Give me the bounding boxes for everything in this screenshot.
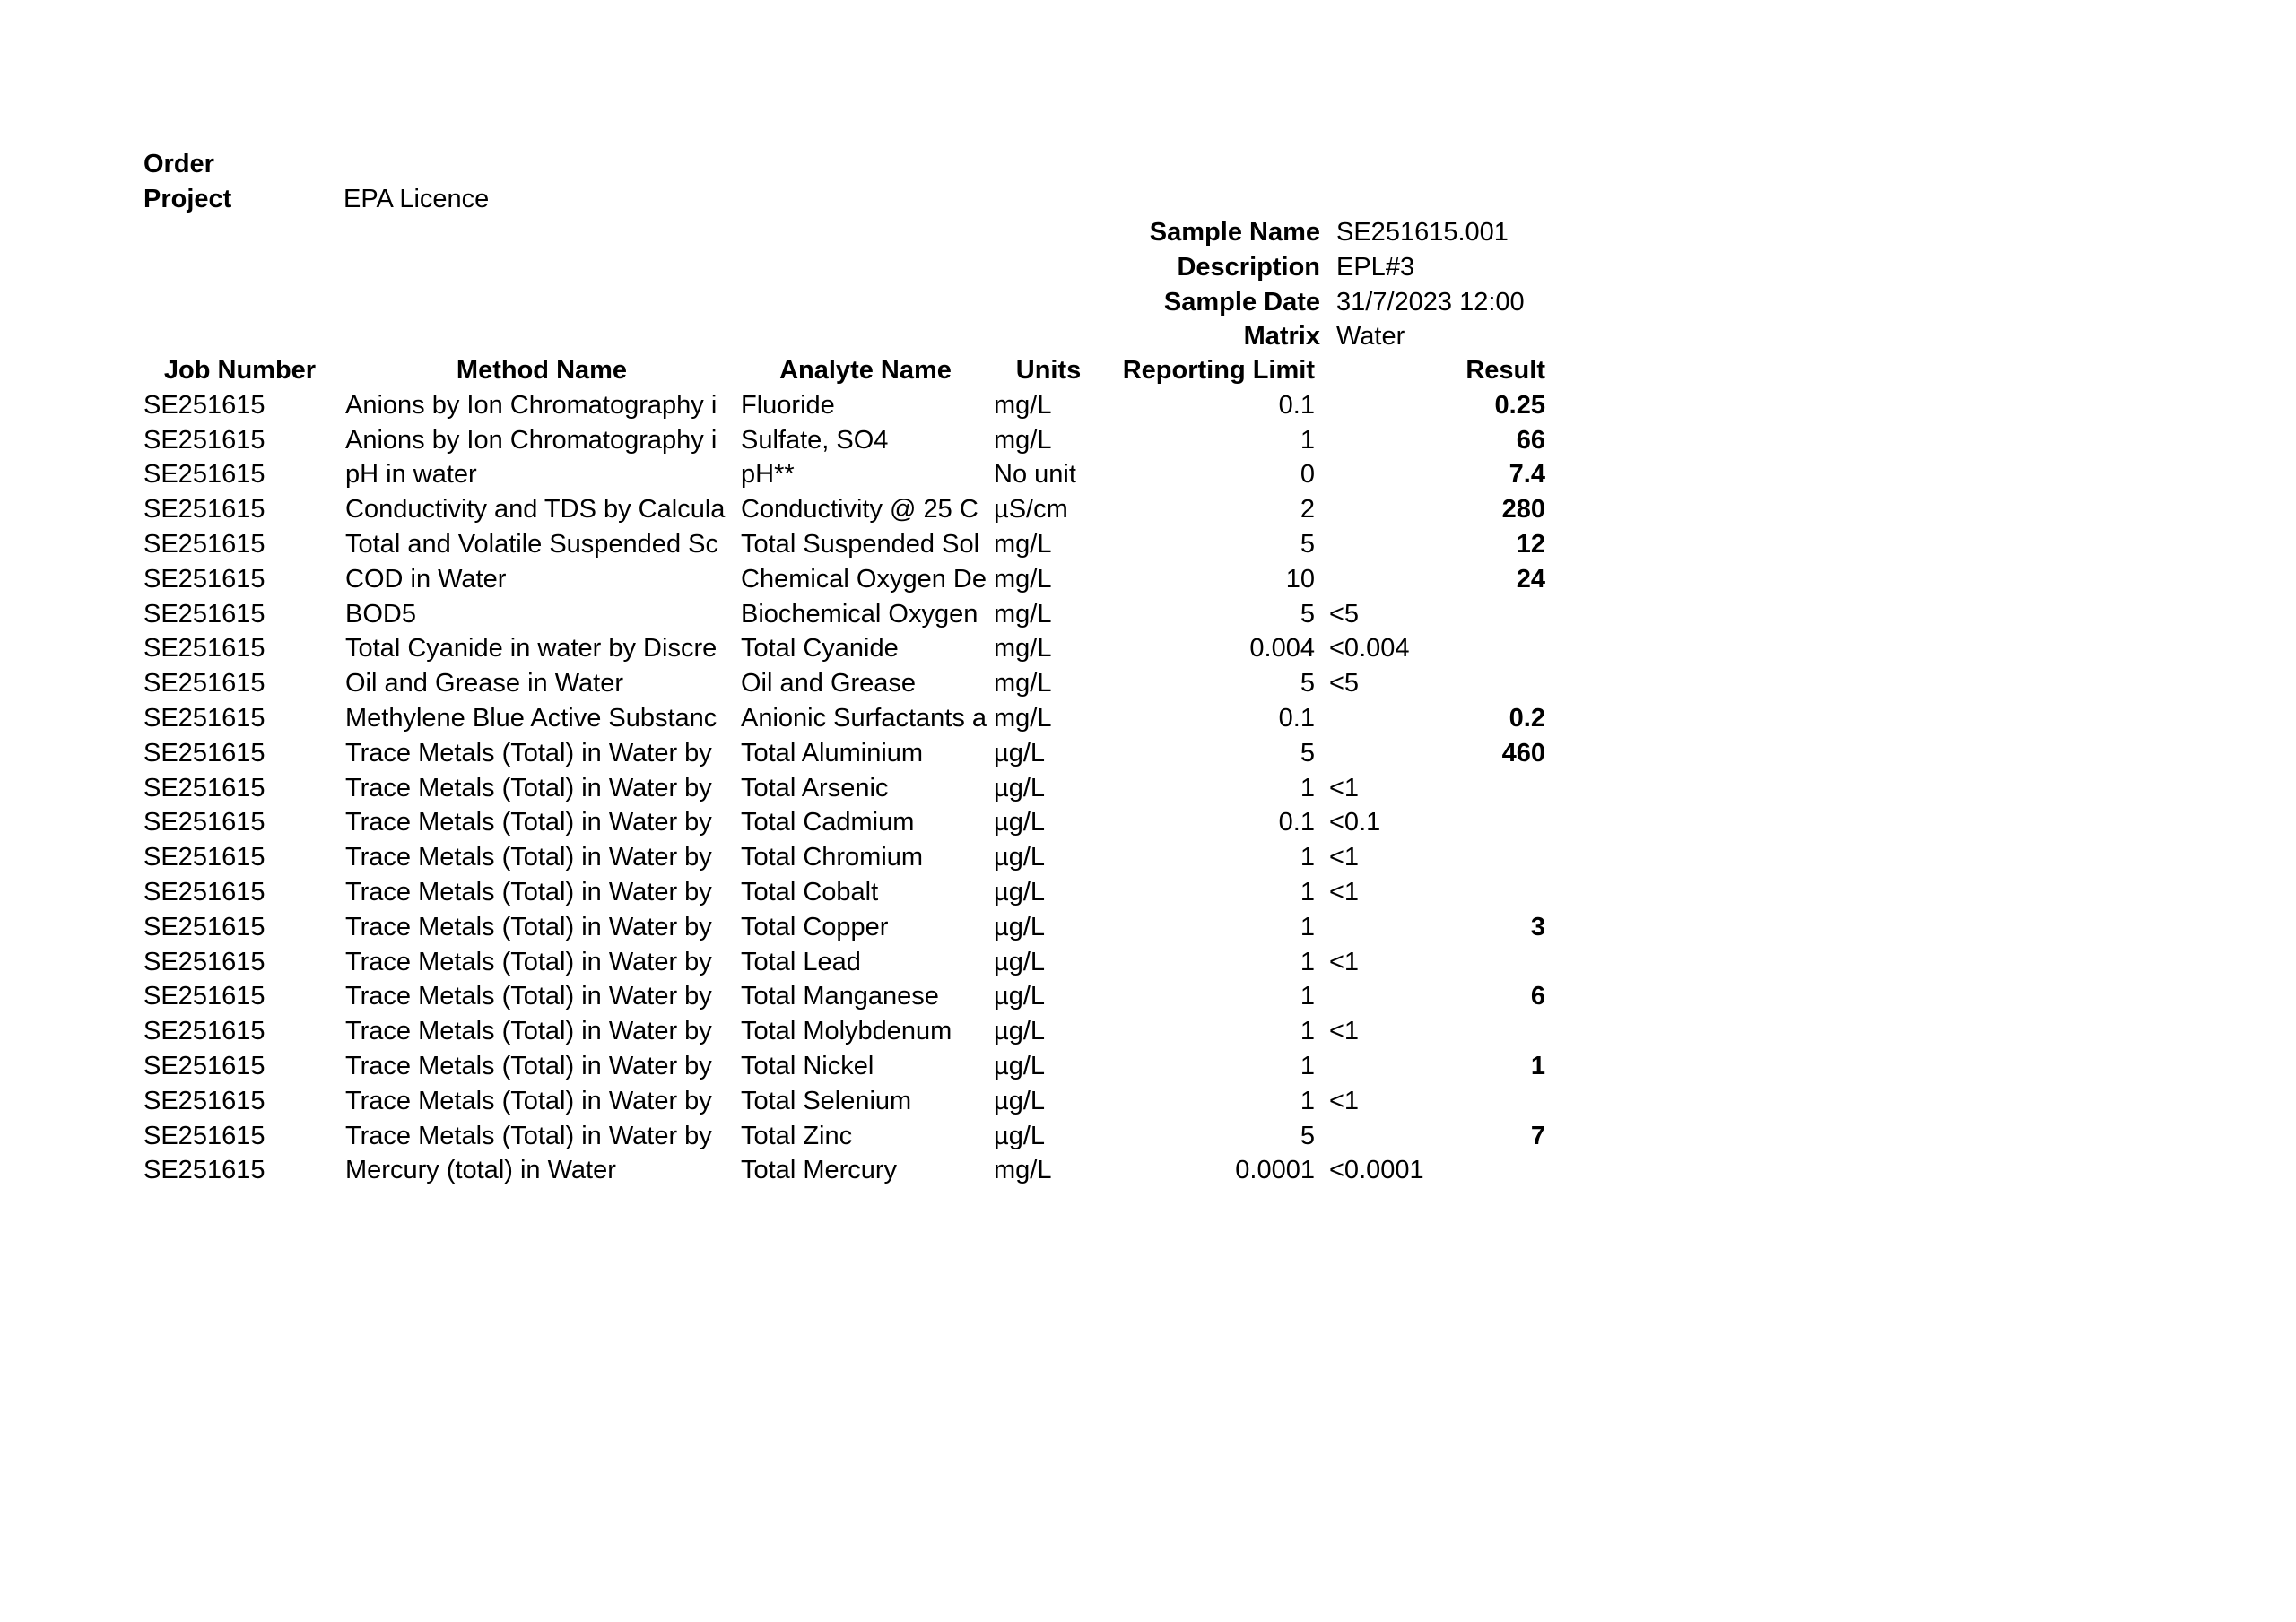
project-row bbox=[144, 182, 489, 217]
cell-result bbox=[1366, 597, 1545, 632]
cell-analyte-name: Total Mercury bbox=[741, 1156, 898, 1185]
cell-result: 7 bbox=[1530, 1121, 1545, 1150]
cell-job-number: SE251615 bbox=[144, 669, 265, 698]
cell-result: 24 bbox=[1516, 564, 1545, 594]
cell-result bbox=[1366, 1153, 1545, 1188]
sample-date-label: Sample Date bbox=[1163, 287, 1320, 317]
cell-job-number: SE251615 bbox=[144, 390, 265, 420]
cell-units: mg/L bbox=[994, 564, 1052, 594]
cell-reporting-limit: 1 bbox=[1300, 1017, 1315, 1046]
cell-units: µg/L bbox=[994, 1121, 1046, 1150]
cell-less-than-value: <1 bbox=[1329, 1086, 1360, 1115]
cell-result bbox=[1366, 666, 1545, 701]
table-row bbox=[0, 736, 2296, 771]
cell-method-name: Trace Metals (Total) in Water by bbox=[345, 947, 712, 976]
column-header-units: Units bbox=[1015, 356, 1082, 385]
cell-result bbox=[1366, 771, 1545, 806]
cell-reporting-limit: 0.1 bbox=[1278, 808, 1315, 837]
cell-job-number: SE251615 bbox=[144, 703, 265, 733]
cell-units: mg/L bbox=[994, 634, 1052, 664]
cell-analyte-name: Total Cadmium bbox=[741, 808, 915, 837]
cell-method-name: BOD5 bbox=[345, 599, 416, 629]
cell-result bbox=[1366, 945, 1545, 980]
cell-units: mg/L bbox=[994, 529, 1052, 559]
table-row bbox=[0, 805, 2296, 840]
cell-units: µS/cm bbox=[994, 495, 1068, 525]
cell-method-name: Mercury (total) in Water bbox=[345, 1156, 616, 1185]
cell-reporting-limit: 0 bbox=[1300, 460, 1315, 490]
cell-reporting-limit: 5 bbox=[1300, 529, 1315, 559]
cell-less-than-value: <1 bbox=[1329, 843, 1360, 872]
cell-analyte-name: Oil and Grease bbox=[741, 669, 917, 698]
cell-units: µg/L bbox=[994, 947, 1046, 976]
table-row bbox=[0, 875, 2296, 910]
table-row bbox=[0, 388, 2296, 423]
cell-analyte-name: Total Selenium bbox=[741, 1086, 912, 1115]
cell-method-name: Trace Metals (Total) in Water by bbox=[345, 738, 712, 768]
table-row bbox=[0, 1084, 2296, 1119]
column-header-result: Result bbox=[1465, 356, 1545, 385]
project-value: EPA Licence bbox=[344, 184, 490, 213]
cell-reporting-limit: 1 bbox=[1300, 425, 1315, 455]
description-label: Description bbox=[1177, 252, 1320, 282]
cell-less-than-value: <1 bbox=[1329, 947, 1360, 976]
cell-method-name: Trace Metals (Total) in Water by bbox=[345, 877, 712, 906]
cell-units: µg/L bbox=[994, 843, 1046, 872]
cell-result bbox=[1366, 875, 1545, 910]
cell-result: 280 bbox=[1501, 495, 1545, 525]
cell-method-name: Methylene Blue Active Substanc bbox=[345, 703, 718, 733]
cell-analyte-name: Total Chromium bbox=[741, 843, 924, 872]
cell-reporting-limit: 0.004 bbox=[1249, 634, 1315, 664]
cell-units: µg/L bbox=[994, 808, 1046, 837]
results-rows bbox=[0, 388, 2296, 1188]
order-row bbox=[144, 147, 489, 182]
cell-less-than-value: <5 bbox=[1329, 599, 1360, 629]
cell-result bbox=[1366, 1084, 1545, 1119]
cell-job-number: SE251615 bbox=[144, 773, 265, 802]
table-row bbox=[0, 666, 2296, 701]
cell-result: 66 bbox=[1516, 425, 1545, 455]
matrix-label: Matrix bbox=[1243, 322, 1320, 351]
cell-units: mg/L bbox=[994, 390, 1052, 420]
cell-job-number: SE251615 bbox=[144, 495, 265, 525]
matrix-value: Water bbox=[1336, 322, 1405, 351]
cell-job-number: SE251615 bbox=[144, 1017, 265, 1046]
cell-method-name: Anions by Ion Chromatography i bbox=[345, 425, 718, 455]
cell-job-number: SE251615 bbox=[144, 564, 265, 594]
meta-block bbox=[144, 147, 489, 217]
cell-analyte-name: Total Arsenic bbox=[741, 773, 889, 802]
cell-reporting-limit: 5 bbox=[1300, 738, 1315, 768]
order-label: Order bbox=[144, 150, 214, 178]
cell-units: mg/L bbox=[994, 703, 1052, 733]
cell-job-number: SE251615 bbox=[144, 425, 265, 455]
cell-less-than-value: <1 bbox=[1329, 773, 1360, 802]
cell-result: 0.2 bbox=[1509, 703, 1545, 733]
cell-method-name: Anions by Ion Chromatography i bbox=[345, 390, 718, 420]
table-row bbox=[0, 1014, 2296, 1049]
cell-job-number: SE251615 bbox=[144, 982, 265, 1011]
cell-method-name: Trace Metals (Total) in Water by bbox=[345, 1051, 712, 1080]
cell-reporting-limit: 2 bbox=[1300, 495, 1315, 525]
cell-job-number: SE251615 bbox=[144, 599, 265, 629]
cell-reporting-limit: 1 bbox=[1300, 947, 1315, 976]
cell-reporting-limit: 1 bbox=[1300, 1051, 1315, 1080]
cell-units: µg/L bbox=[994, 877, 1046, 906]
sample-date-value: 31/7/2023 12:00 bbox=[1336, 287, 1525, 317]
table-row bbox=[0, 840, 2296, 875]
cell-reporting-limit: 5 bbox=[1300, 669, 1315, 698]
cell-result: 3 bbox=[1530, 912, 1545, 941]
cell-job-number: SE251615 bbox=[144, 808, 265, 837]
cell-units: µg/L bbox=[994, 912, 1046, 941]
table-row bbox=[0, 562, 2296, 597]
cell-less-than-value: <1 bbox=[1329, 1017, 1360, 1046]
cell-reporting-limit: 1 bbox=[1300, 982, 1315, 1011]
cell-result bbox=[1366, 805, 1545, 840]
cell-method-name: Trace Metals (Total) in Water by bbox=[345, 982, 712, 1011]
cell-method-name: pH in water bbox=[345, 460, 477, 490]
cell-analyte-name: Fluoride bbox=[741, 390, 835, 420]
cell-result: 460 bbox=[1501, 738, 1545, 768]
cell-units: µg/L bbox=[994, 1051, 1046, 1080]
table-row bbox=[0, 457, 2296, 492]
cell-less-than-value: <0.0001 bbox=[1329, 1156, 1424, 1185]
cell-units: µg/L bbox=[994, 738, 1046, 768]
cell-method-name: Conductivity and TDS by Calcula bbox=[345, 495, 726, 525]
table-row bbox=[0, 527, 2296, 562]
cell-analyte-name: Conductivity @ 25 C bbox=[741, 495, 978, 525]
cell-job-number: SE251615 bbox=[144, 877, 265, 906]
cell-reporting-limit: 1 bbox=[1300, 877, 1315, 906]
table-row bbox=[0, 979, 2296, 1014]
cell-job-number: SE251615 bbox=[144, 1051, 265, 1080]
sample-name-value: SE251615.001 bbox=[1336, 218, 1509, 247]
cell-reporting-limit: 0.1 bbox=[1278, 703, 1315, 733]
cell-result bbox=[1366, 1014, 1545, 1049]
cell-reporting-limit: 1 bbox=[1300, 773, 1315, 802]
cell-result bbox=[1366, 631, 1545, 666]
cell-analyte-name: Total Aluminium bbox=[741, 738, 924, 768]
cell-job-number: SE251615 bbox=[144, 912, 265, 941]
cell-units: mg/L bbox=[994, 425, 1052, 455]
cell-method-name: Trace Metals (Total) in Water by bbox=[345, 1121, 712, 1150]
cell-method-name: Trace Metals (Total) in Water by bbox=[345, 843, 712, 872]
cell-method-name: Trace Metals (Total) in Water by bbox=[345, 1086, 712, 1115]
project-label: Project bbox=[144, 184, 232, 213]
cell-units: µg/L bbox=[994, 1017, 1046, 1046]
cell-analyte-name: Total Manganese bbox=[741, 982, 939, 1011]
cell-result: 0.25 bbox=[1494, 390, 1545, 420]
column-header-method-name: Method Name bbox=[456, 356, 628, 385]
cell-job-number: SE251615 bbox=[144, 529, 265, 559]
cell-analyte-name: Total Cobalt bbox=[741, 877, 879, 906]
table-row bbox=[0, 631, 2296, 666]
column-header-reporting-limit: Reporting Limit bbox=[1122, 356, 1315, 385]
description-value: EPL#3 bbox=[1336, 252, 1415, 282]
table-row bbox=[0, 492, 2296, 527]
cell-analyte-name: Total Copper bbox=[741, 912, 889, 941]
cell-method-name: Total and Volatile Suspended Sc bbox=[345, 529, 718, 559]
cell-job-number: SE251615 bbox=[144, 1121, 265, 1150]
cell-job-number: SE251615 bbox=[144, 634, 265, 664]
cell-method-name: Trace Metals (Total) in Water by bbox=[345, 773, 712, 802]
cell-method-name: Trace Metals (Total) in Water by bbox=[345, 808, 712, 837]
cell-less-than-value: <5 bbox=[1329, 669, 1360, 698]
cell-result: 7.4 bbox=[1509, 460, 1545, 490]
cell-job-number: SE251615 bbox=[144, 738, 265, 768]
cell-analyte-name: Biochemical Oxygen bbox=[741, 599, 978, 629]
cell-less-than-value: <1 bbox=[1329, 877, 1360, 906]
cell-analyte-name: Chemical Oxygen De bbox=[741, 564, 987, 594]
cell-analyte-name: Sulfate, SO4 bbox=[741, 425, 889, 455]
table-row bbox=[0, 701, 2296, 736]
cell-reporting-limit: 5 bbox=[1300, 1121, 1315, 1150]
cell-less-than-value: <0.004 bbox=[1329, 634, 1410, 664]
cell-units: mg/L bbox=[994, 599, 1052, 629]
cell-job-number: SE251615 bbox=[144, 460, 265, 490]
cell-result bbox=[1366, 840, 1545, 875]
cell-units: mg/L bbox=[994, 669, 1052, 698]
cell-method-name: COD in Water bbox=[345, 564, 507, 594]
cell-reporting-limit: 0.1 bbox=[1278, 390, 1315, 420]
cell-job-number: SE251615 bbox=[144, 947, 265, 976]
cell-analyte-name: Total Molybdenum bbox=[741, 1017, 952, 1046]
cell-units: mg/L bbox=[994, 1156, 1052, 1185]
column-header-job-number: Job Number bbox=[163, 356, 317, 385]
cell-method-name: Trace Metals (Total) in Water by bbox=[345, 1017, 712, 1046]
table-row bbox=[0, 1153, 2296, 1188]
cell-reporting-limit: 1 bbox=[1300, 843, 1315, 872]
cell-analyte-name: Anionic Surfactants a bbox=[741, 703, 987, 733]
table-row bbox=[0, 771, 2296, 806]
cell-units: No unit bbox=[994, 460, 1076, 490]
cell-reporting-limit: 0.0001 bbox=[1235, 1156, 1315, 1185]
table-row bbox=[0, 1049, 2296, 1084]
sample-name-label: Sample Name bbox=[1149, 218, 1320, 247]
cell-result: 6 bbox=[1530, 982, 1545, 1011]
table-row bbox=[0, 1119, 2296, 1154]
cell-job-number: SE251615 bbox=[144, 1156, 265, 1185]
results-table bbox=[0, 353, 2296, 1188]
column-header-analyte-name: Analyte Name bbox=[779, 356, 952, 385]
cell-reporting-limit: 10 bbox=[1285, 564, 1315, 594]
table-row bbox=[0, 597, 2296, 632]
cell-analyte-name: Total Cyanide bbox=[741, 634, 899, 664]
cell-reporting-limit: 5 bbox=[1300, 599, 1315, 629]
cell-method-name: Trace Metals (Total) in Water by bbox=[345, 912, 712, 941]
table-header-row bbox=[0, 353, 2296, 388]
cell-analyte-name: Total Suspended Sol bbox=[741, 529, 980, 559]
cell-units: µg/L bbox=[994, 982, 1046, 1011]
cell-analyte-name: Total Lead bbox=[741, 947, 861, 976]
cell-reporting-limit: 1 bbox=[1300, 1086, 1315, 1115]
cell-units: µg/L bbox=[994, 1086, 1046, 1115]
cell-job-number: SE251615 bbox=[144, 843, 265, 872]
cell-result: 12 bbox=[1516, 529, 1545, 559]
table-row bbox=[0, 423, 2296, 458]
table-row bbox=[0, 945, 2296, 980]
cell-method-name: Oil and Grease in Water bbox=[345, 669, 623, 698]
cell-reporting-limit: 1 bbox=[1300, 912, 1315, 941]
cell-analyte-name: Total Zinc bbox=[741, 1121, 853, 1150]
table-row bbox=[0, 910, 2296, 945]
cell-analyte-name: pH** bbox=[741, 460, 795, 490]
cell-analyte-name: Total Nickel bbox=[741, 1051, 874, 1080]
cell-method-name: Total Cyanide in water by Discre bbox=[345, 634, 718, 664]
cell-units: µg/L bbox=[994, 773, 1046, 802]
cell-job-number: SE251615 bbox=[144, 1086, 265, 1115]
cell-less-than-value: <0.1 bbox=[1329, 808, 1381, 837]
cell-result: 1 bbox=[1530, 1051, 1545, 1080]
